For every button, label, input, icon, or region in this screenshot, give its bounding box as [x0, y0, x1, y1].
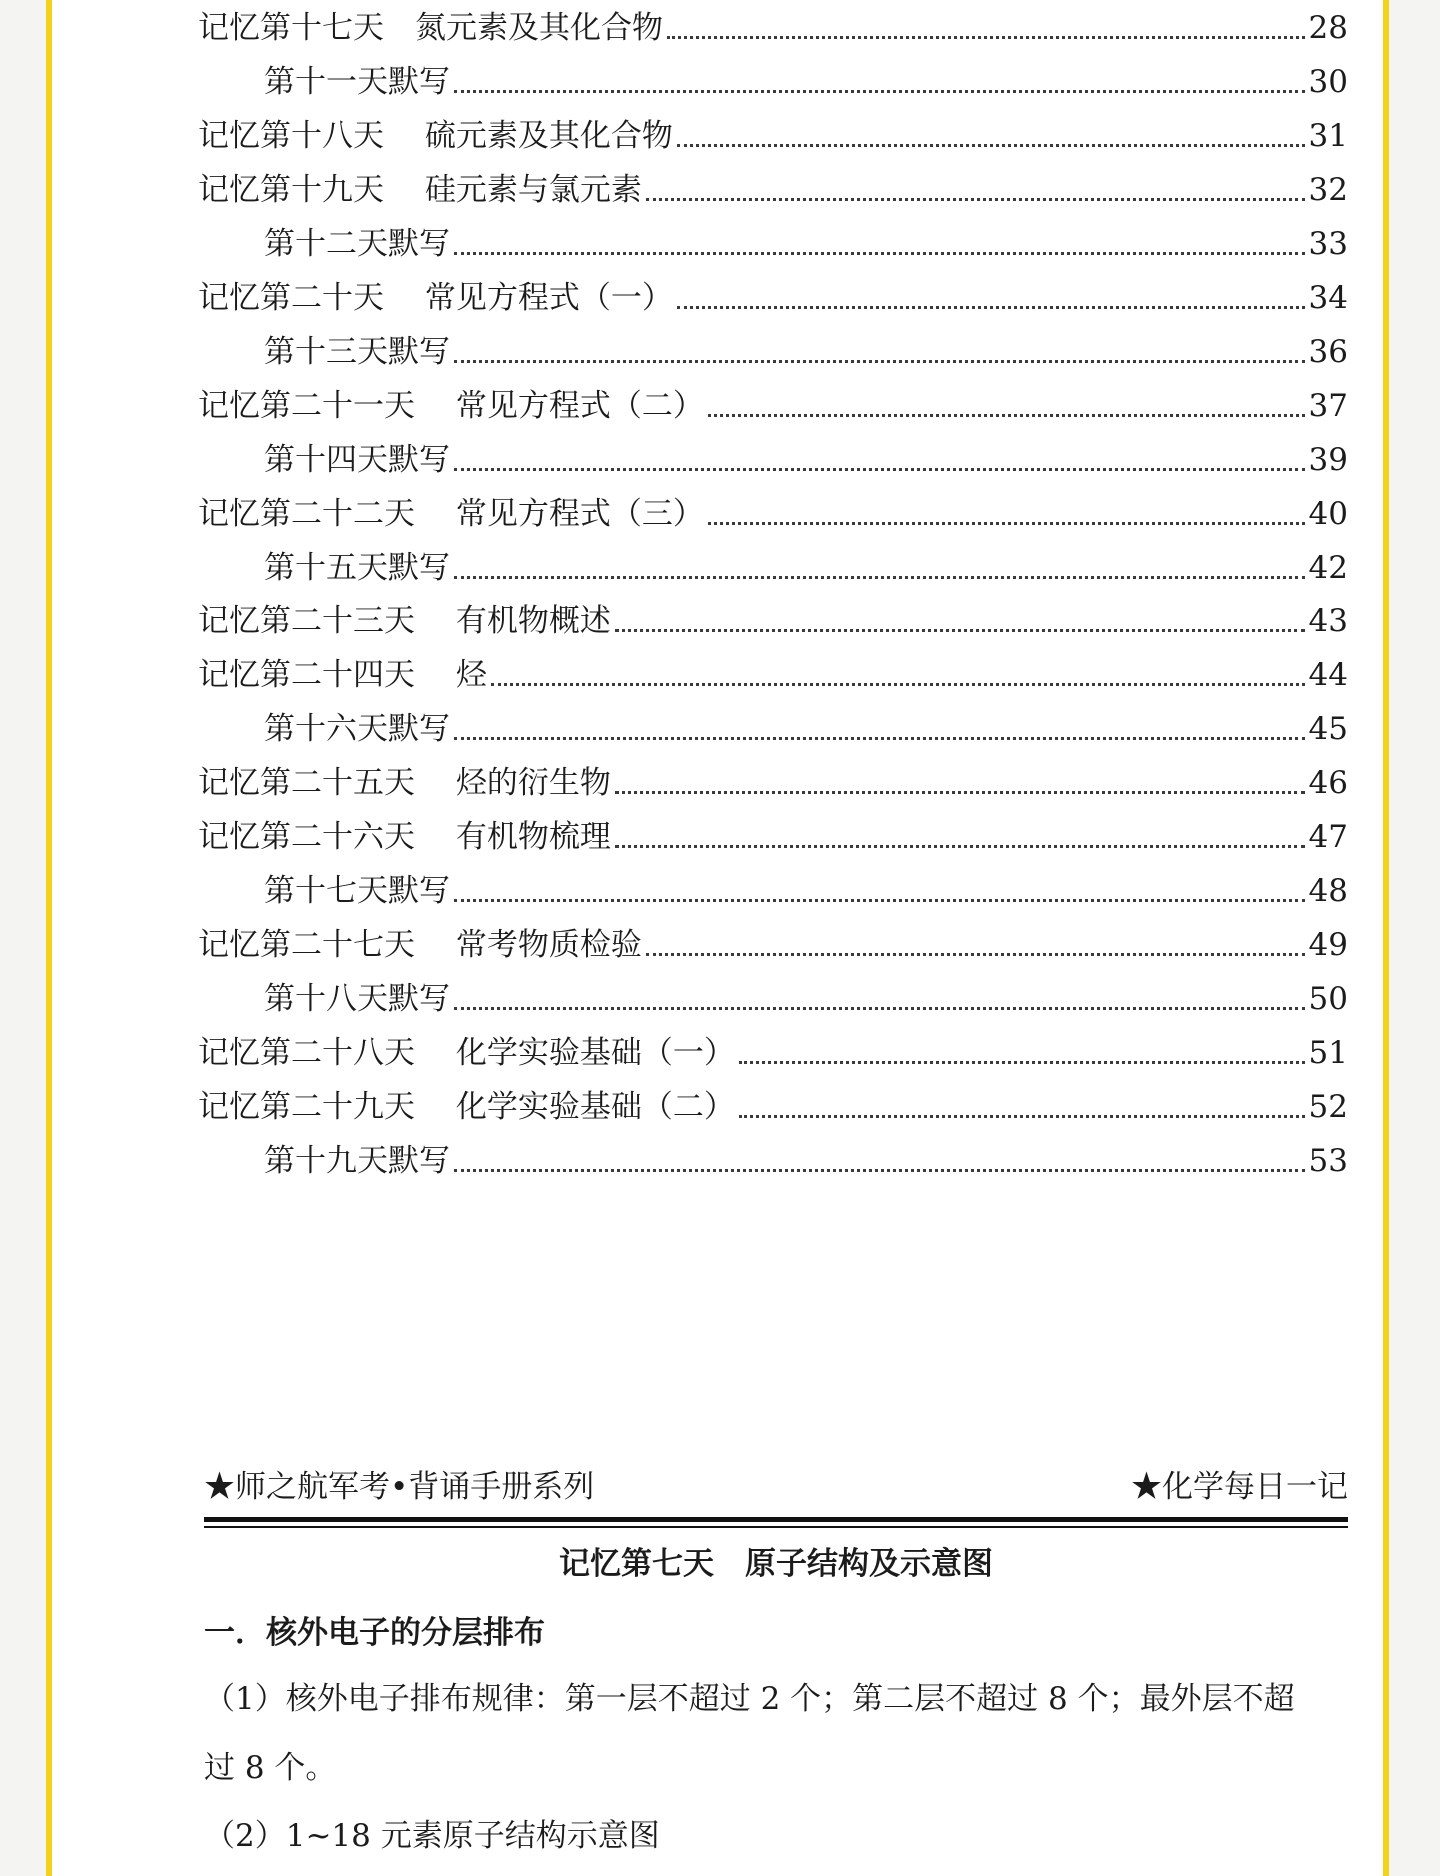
toc-entry-title: 记忆第二十八天 化学实验基础（一） [198, 1035, 735, 1071]
toc-entry-title: 记忆第二十七天 常考物质检验 [198, 927, 642, 963]
toc-entry-title: 记忆第十八天 硫元素及其化合物 [198, 118, 673, 154]
toc-entry-title: 第十一天默写 [264, 64, 450, 100]
toc-entry-dictation[interactable] [198, 62, 1348, 102]
toc-dot-leader [667, 36, 1305, 39]
toc-entry-title: 第十五天默写 [264, 550, 450, 586]
right-border-stripe [1383, 0, 1389, 1876]
section-title: 记忆第七天 原子结构及示意图 [559, 1546, 993, 1582]
paragraph-diagram-caption: （2）1~18 元素原子结构示意图 [204, 1818, 660, 1854]
toc-entry-day[interactable] [198, 8, 1348, 48]
toc-entry-day[interactable] [198, 601, 1348, 641]
toc-entry-day[interactable] [198, 925, 1348, 965]
toc-dot-leader [677, 144, 1305, 147]
toc-entry-day[interactable] [198, 494, 1348, 534]
document-page [52, 0, 1383, 1876]
toc-page-number: 33 [1308, 226, 1348, 262]
toc-page-number: 42 [1308, 550, 1348, 586]
series-name: ★师之航军考•背诵手册系列 [204, 1469, 595, 1505]
toc-entry-title: 记忆第二十九天 化学实验基础（二） [198, 1089, 735, 1125]
toc-entry-title: 记忆第十七天 氮元素及其化合物 [198, 10, 663, 46]
toc-dot-leader [677, 306, 1305, 309]
toc-entry-title: 第十六天默写 [264, 711, 450, 747]
toc-page-number: 37 [1308, 388, 1348, 424]
toc-entry-dictation[interactable] [198, 548, 1348, 588]
toc-entry-day[interactable] [198, 1033, 1348, 1073]
paragraph-rule-line1: （1）核外电子排布规律：第一层不超过 2 个；第二层不超过 8 个；最外层不超 [204, 1681, 1295, 1717]
toc-entry-day[interactable] [198, 763, 1348, 803]
toc-entry-day[interactable] [198, 817, 1348, 857]
series-header [204, 1467, 1348, 1507]
toc-dot-leader [615, 845, 1305, 848]
toc-dot-leader [646, 198, 1305, 201]
toc-entry-title: 记忆第二十三天 有机物概述 [198, 603, 611, 639]
toc-page-number: 31 [1308, 118, 1348, 154]
toc-entry-title: 第十八天默写 [264, 981, 450, 1017]
toc-page-number: 45 [1308, 711, 1348, 747]
toc-dot-leader [491, 683, 1305, 686]
toc-dot-leader [739, 1061, 1305, 1064]
toc-page-number: 44 [1308, 657, 1348, 693]
toc-dot-leader [739, 1115, 1305, 1118]
toc-entry-title: 第十四天默写 [264, 442, 450, 478]
toc-dot-leader [454, 90, 1305, 93]
header-rule-thick [204, 1517, 1348, 1522]
toc-entry-day[interactable] [198, 170, 1348, 210]
toc-entry-title: 第十九天默写 [264, 1143, 450, 1179]
section-heading: 一．核外电子的分层排布 [204, 1615, 545, 1651]
toc-page-number: 49 [1308, 927, 1348, 963]
toc-page-number: 47 [1308, 819, 1348, 855]
toc-entry-title: 记忆第二十五天 烃的衍生物 [198, 765, 611, 801]
header-rule-thin [204, 1526, 1348, 1528]
toc-page-number: 52 [1308, 1089, 1348, 1125]
toc-page-number: 51 [1308, 1035, 1348, 1071]
toc-entry-dictation[interactable] [198, 224, 1348, 264]
toc-entry-title: 记忆第二十天 常见方程式（一） [198, 280, 673, 316]
toc-entry-title: 记忆第二十四天 烃 [198, 657, 487, 693]
toc-dot-leader [454, 1169, 1305, 1172]
toc-entry-title: 第十七天默写 [264, 873, 450, 909]
toc-page-number: 34 [1308, 280, 1348, 316]
toc-entry-day[interactable] [198, 1087, 1348, 1127]
toc-entry-title: 记忆第二十六天 有机物梳理 [198, 819, 611, 855]
toc-entry-dictation[interactable] [198, 709, 1348, 749]
toc-page-number: 53 [1308, 1143, 1348, 1179]
toc-entry-title: 第十三天默写 [264, 334, 450, 370]
toc-entry-day[interactable] [198, 655, 1348, 695]
toc-dot-leader [454, 360, 1305, 363]
toc-entry-dictation[interactable] [198, 979, 1348, 1019]
toc-page-number: 28 [1308, 10, 1348, 46]
toc-entry-title: 第十二天默写 [264, 226, 450, 262]
toc-dot-leader [708, 522, 1305, 525]
toc-dot-leader [708, 414, 1305, 417]
toc-page-number: 50 [1308, 981, 1348, 1017]
toc-entry-title: 记忆第二十二天 常见方程式（三） [198, 496, 704, 532]
subject-name: ★化学每日一记 [1131, 1469, 1348, 1505]
toc-entry-dictation[interactable] [198, 1141, 1348, 1181]
toc-page-number: 30 [1308, 64, 1348, 100]
toc-entry-title: 记忆第十九天 硅元素与氯元素 [198, 172, 642, 208]
toc-dot-leader [615, 629, 1305, 632]
toc-dot-leader [454, 899, 1305, 902]
toc-dot-leader [454, 576, 1305, 579]
toc-dot-leader [646, 953, 1305, 956]
toc-page-number: 39 [1308, 442, 1348, 478]
toc-page-number: 48 [1308, 873, 1348, 909]
toc-entry-title: 记忆第二十一天 常见方程式（二） [198, 388, 704, 424]
paragraph-rule-line2: 过 8 个。 [204, 1750, 337, 1786]
toc-page-number: 46 [1308, 765, 1348, 801]
toc-page-number: 36 [1308, 334, 1348, 370]
toc-entry-dictation[interactable] [198, 871, 1348, 911]
toc-page-number: 40 [1308, 496, 1348, 532]
toc-entry-day[interactable] [198, 116, 1348, 156]
toc-entry-dictation[interactable] [198, 332, 1348, 372]
toc-page-number: 32 [1308, 172, 1348, 208]
toc-dot-leader [454, 737, 1305, 740]
toc-dot-leader [454, 468, 1305, 471]
toc-entry-day[interactable] [198, 278, 1348, 318]
toc-dot-leader [454, 252, 1305, 255]
toc-dot-leader [454, 1007, 1305, 1010]
toc-page-number: 43 [1308, 603, 1348, 639]
toc-entry-dictation[interactable] [198, 440, 1348, 480]
toc-dot-leader [615, 791, 1305, 794]
toc-entry-day[interactable] [198, 386, 1348, 426]
